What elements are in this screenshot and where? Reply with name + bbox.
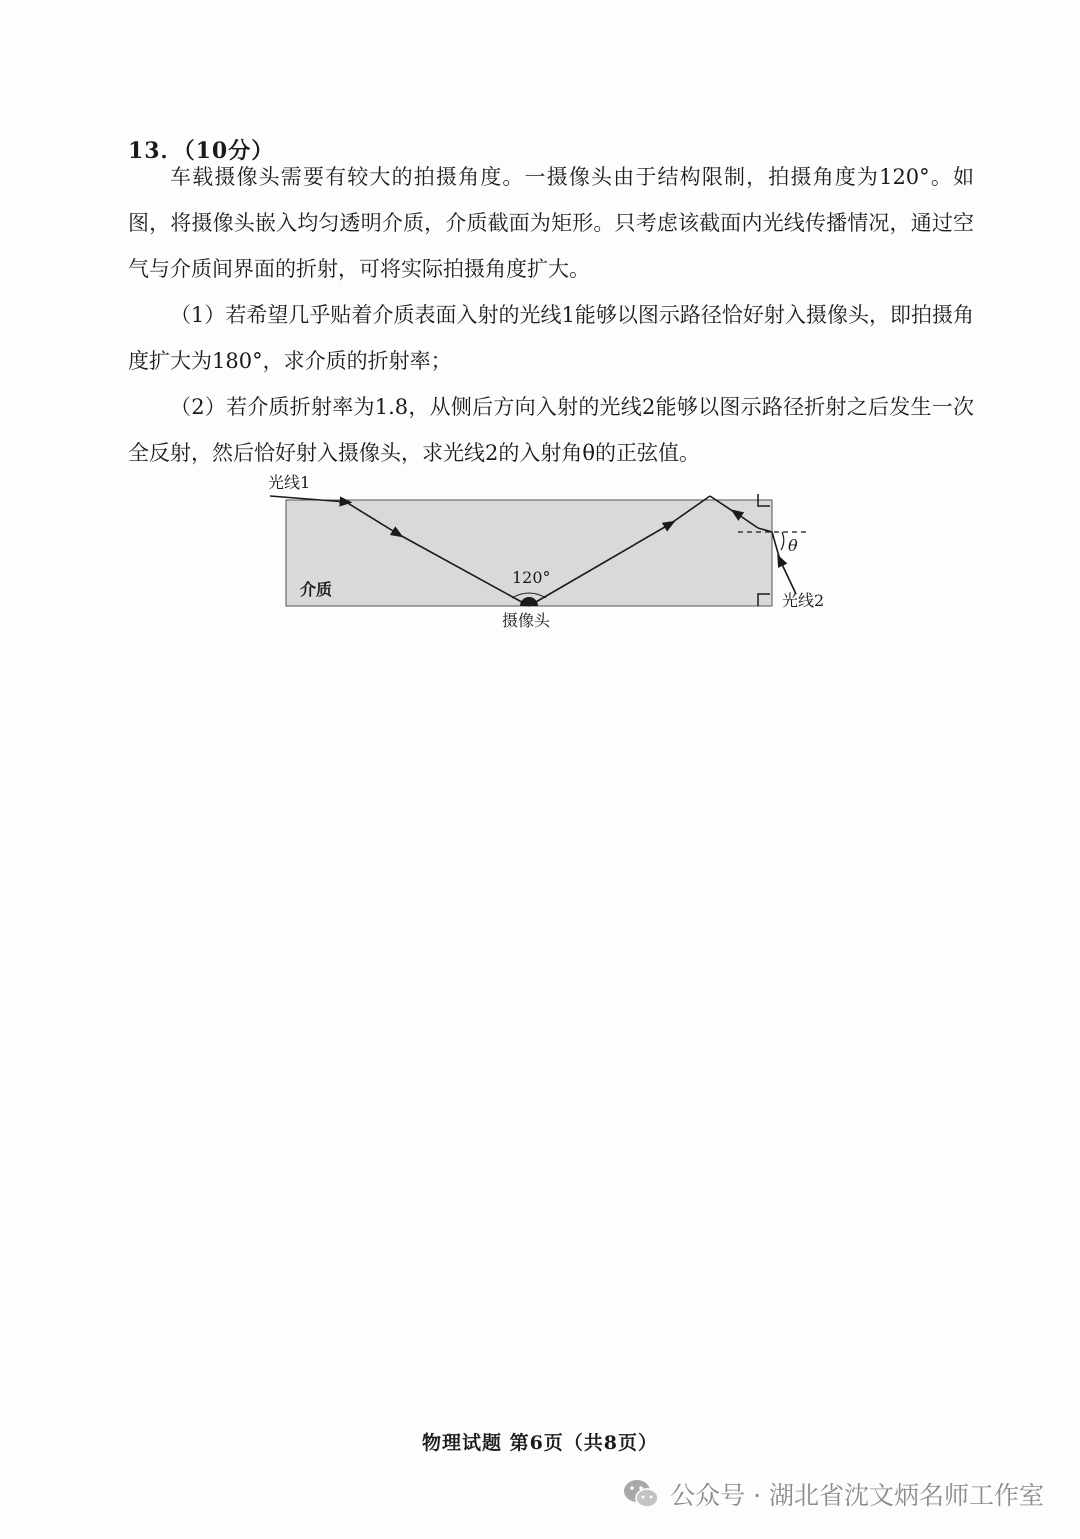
- ray-2-incident-b: [772, 532, 780, 560]
- ray-2-label: 光线2: [782, 591, 825, 610]
- wechat-icon: [622, 1477, 660, 1511]
- optics-figure: [250, 462, 850, 642]
- angle-label: 120°: [512, 568, 551, 587]
- camera-label: 摄像头: [502, 611, 551, 630]
- theta-label: θ: [788, 536, 798, 555]
- question-number: 13．（10分）: [128, 138, 275, 164]
- theta-arc: [781, 532, 784, 550]
- medium-block: [286, 500, 772, 606]
- medium-label: 介质: [300, 580, 333, 599]
- question-part-2: （2）若介质折射率为1.8，从侧后方向入射的光线2能够以图示路径折射之后发生一次全反射，然后恰好射入摄像头，求光线2的入射角θ的正弦值。: [128, 395, 974, 465]
- ray-2-incident-a: [780, 560, 796, 594]
- watermark: [622, 1474, 1044, 1514]
- question-intro: 车载摄像头需要有较大的拍摄角度。一摄像头由于结构限制，拍摄角度为120°。如图，将摄像头嵌入均匀透明介质，介质截面为矩形。只考虑该截面内光线传播情况，通过空气与介质间界面的折射，可将实际拍摄角度扩大。: [128, 165, 974, 281]
- page-footer: 物理试题 第6页（共8页）: [421, 1432, 659, 1454]
- watermark-text: 公众号 · 湖北省沈文炳名师工作室: [670, 1481, 1044, 1510]
- question-part-1: （1）若希望几乎贴着介质表面入射的光线1能够以图示路径恰好射入摄像头，即拍摄角度扩大为180°，求介质的折射率；: [128, 303, 974, 373]
- figure-svg: [250, 462, 850, 642]
- ray-1-label: 光线1: [268, 473, 311, 492]
